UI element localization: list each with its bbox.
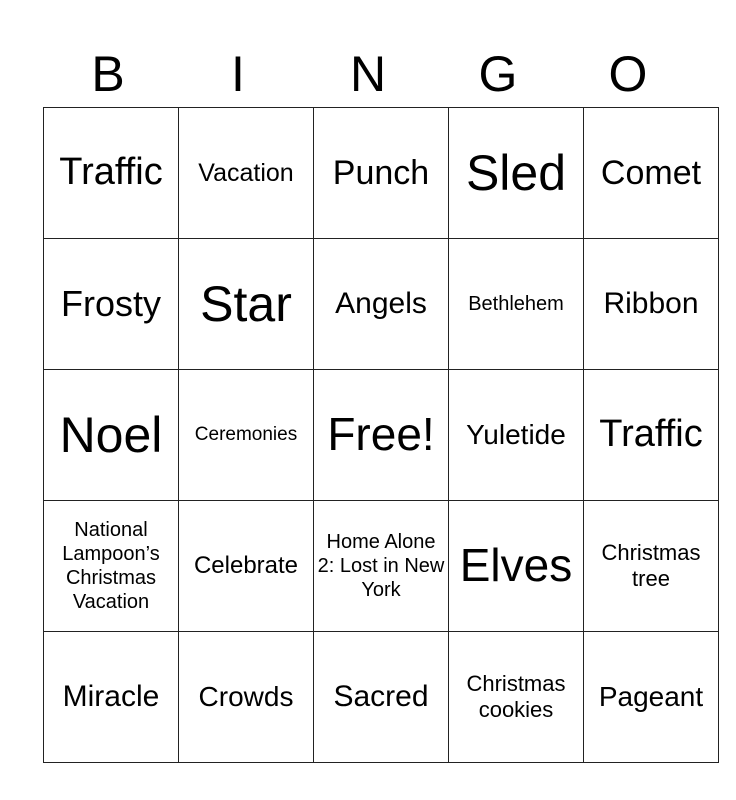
bingo-cell[interactable]: Sacred (314, 632, 449, 763)
bingo-cell[interactable]: Sled (449, 108, 584, 239)
bingo-grid (43, 107, 719, 763)
bingo-cell free-space[interactable]: Free! (314, 370, 449, 501)
header-letter-o: O (608, 46, 648, 102)
bingo-cell[interactable]: Elves (449, 501, 584, 632)
bingo-cell[interactable]: Traffic (584, 370, 719, 501)
bingo-cell[interactable]: Celebrate (179, 501, 314, 632)
bingo-cell[interactable]: Frosty (44, 239, 179, 370)
bingo-cell[interactable]: Yuletide (449, 370, 584, 501)
grid-row (44, 108, 719, 239)
grid-row (44, 632, 719, 763)
bingo-cell[interactable]: Home Alone 2: Lost in New York (314, 501, 449, 632)
bingo-header (43, 42, 693, 106)
bingo-cell[interactable]: Comet (584, 108, 719, 239)
bingo-cell[interactable]: Miracle (44, 632, 179, 763)
header-letter-i: I (231, 46, 245, 102)
grid-row (44, 501, 719, 632)
bingo-cell[interactable]: Crowds (179, 632, 314, 763)
bingo-cell[interactable]: Vacation (179, 108, 314, 239)
bingo-cell[interactable]: Bethlehem (449, 239, 584, 370)
header-letter-g: G (478, 46, 518, 102)
bingo-cell[interactable]: Christmas tree (584, 501, 719, 632)
grid-row (44, 239, 719, 370)
bingo-cell[interactable]: Punch (314, 108, 449, 239)
bingo-cell[interactable]: Noel (44, 370, 179, 501)
bingo-cell[interactable]: National Lampoon’s Christmas Vacation (44, 501, 179, 632)
grid-row (44, 370, 719, 501)
bingo-cell[interactable]: Ribbon (584, 239, 719, 370)
bingo-cell[interactable]: Christmas cookies (449, 632, 584, 763)
bingo-cell[interactable]: Ceremonies (179, 370, 314, 501)
header-letter-b: B (91, 46, 125, 102)
header-letter-n: N (349, 46, 387, 102)
bingo-cell[interactable]: Angels (314, 239, 449, 370)
bingo-cell[interactable]: Pageant (584, 632, 719, 763)
bingo-cell[interactable]: Traffic (44, 108, 179, 239)
bingo-cell[interactable]: Star (179, 239, 314, 370)
